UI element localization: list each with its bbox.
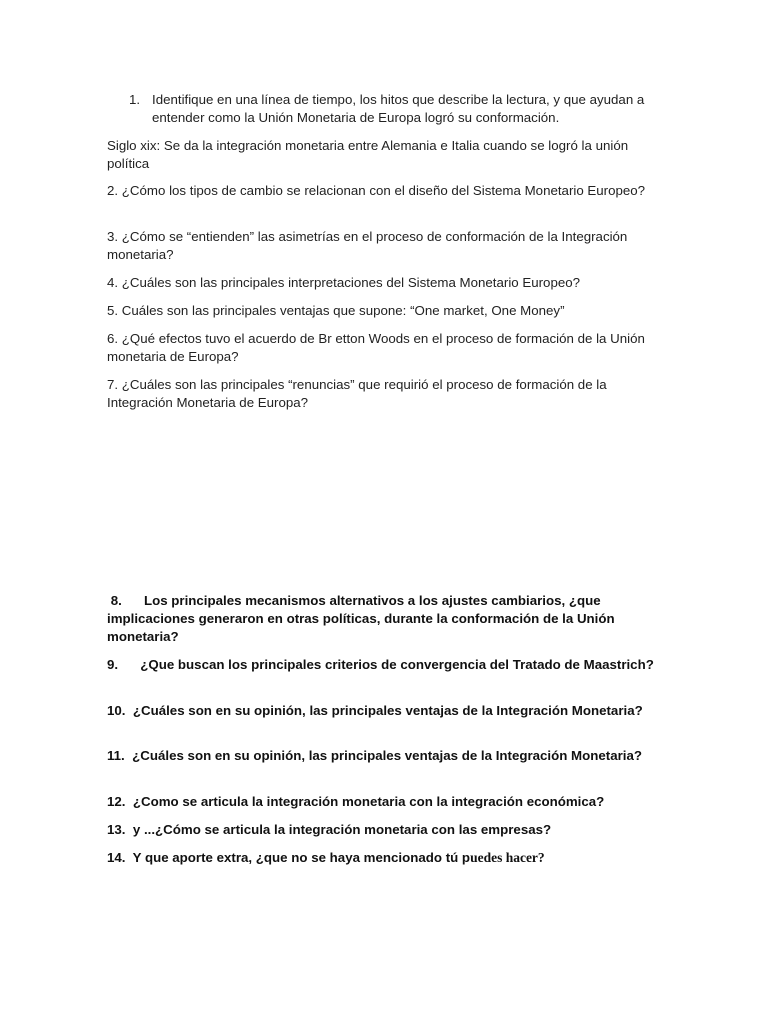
- question-1-number: 1.: [129, 92, 141, 107]
- question-11: 11. ¿Cuáles son en su opinión, las principales ventajas de la Integración Monetaria?: [107, 748, 642, 763]
- answer-1: Siglo xix: Se da la integración monetaria entre Alemania e Italia cuando se logró la unión política: [107, 138, 629, 171]
- question-1: [129, 91, 669, 127]
- question-14-tail: uedes hacer?: [470, 850, 545, 865]
- question-6: 6. ¿Qué efectos tuvo el acuerdo de Br etton Woods en el proceso de formación de la Unión monetaria de Europa?: [107, 331, 645, 364]
- question-7: 7. ¿Cuáles son las principales “renuncias” que requirió el proceso de formación de la Integración Monetaria de Europa?: [107, 377, 607, 410]
- question-5: 5. Cuáles son las principales ventajas que supone: “One market, One Money”: [107, 303, 565, 318]
- question-2: 2. ¿Cómo los tipos de cambio se relacionan con el diseño del Sistema Monetario Europeo?: [107, 183, 646, 198]
- question-13: 13. y ...¿Cómo se articula la integración monetaria con las empresas?: [107, 822, 552, 837]
- question-10: 10. ¿Cuáles son en su opinión, las principales ventajas de la Integración Monetaria?: [107, 703, 643, 718]
- question-1-text: Identifique en una línea de tiempo, los hitos que describe la lectura, y que ayudan a entender como la Unión Monetaria de Europa logró su conformación.: [152, 92, 645, 125]
- question-9: 9. ¿Que buscan los principales criterios de convergencia del Tratado de Maastrich?: [107, 657, 654, 672]
- question-8: 8. Los principales mecanismos alternativos a los ajustes cambiarios, ¿que implicaciones generaron en otras políticas, durante la conformación de la Unión monetaria?: [107, 593, 619, 644]
- question-14-main: 14. Y que aporte extra, ¿que no se haya mencionado tú p: [107, 850, 471, 865]
- question-14: [107, 849, 667, 867]
- question-12: 12. ¿Como se articula la integración monetaria con la integración económica?: [107, 794, 605, 809]
- question-3: 3. ¿Cómo se “entienden” las asimetrías en el proceso de conformación de la Integración monetaria?: [107, 229, 628, 262]
- question-4: 4. ¿Cuáles son las principales interpretaciones del Sistema Monetario Europeo?: [107, 275, 581, 290]
